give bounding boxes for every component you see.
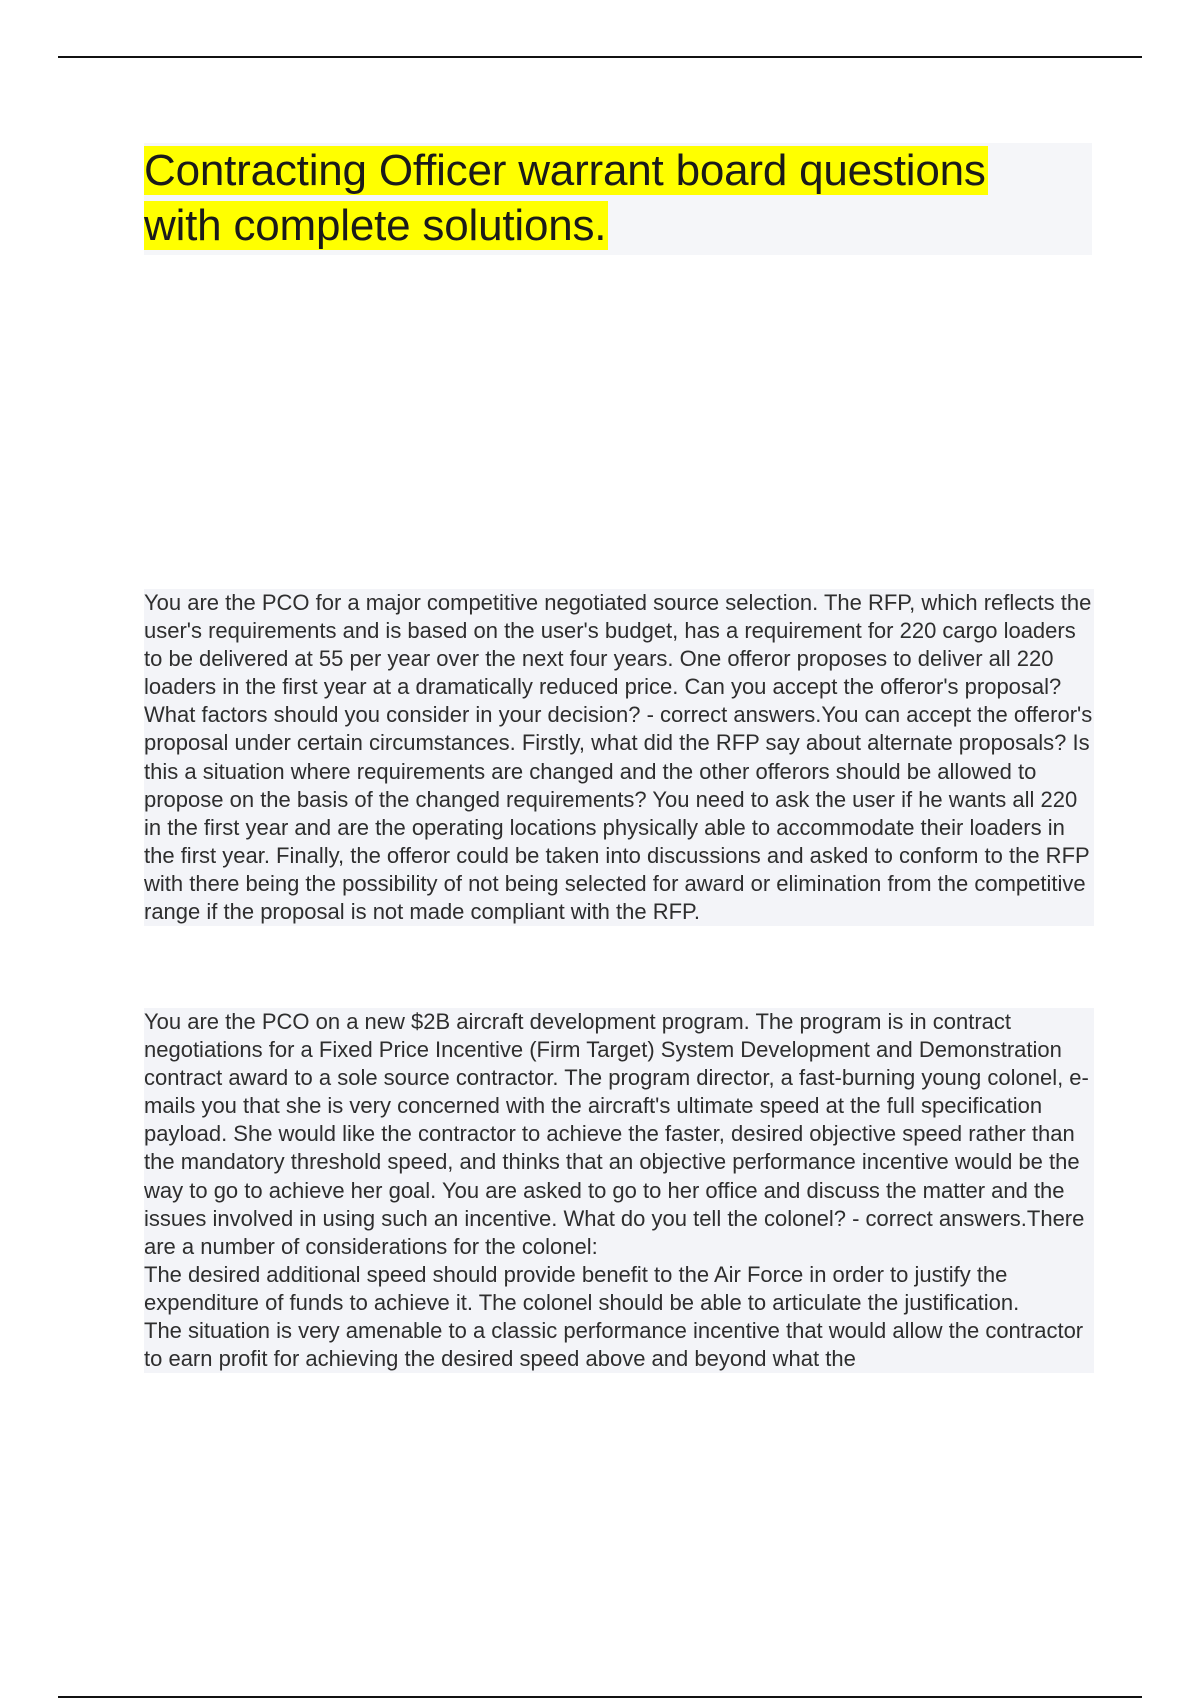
footer-rule [58,1696,1142,1698]
qa-1-text: You are the PCO for a major competitive negotiated source selection. The RFP, which reflects the user's requirements and is based on the user's budget, has a requirement for 220 cargo loaders to be delivered at 55 per year over the next four years. One offeror proposes to deliver all 220 loaders in the first year at a dramatically reduced price. Can you accept the offeror's proposal? What factors should you consider in your decision? - correct answers.You can accept the offeror's proposal under certain circumstances. Firstly, what did the RFP say about alternate proposals? Is this a situation where requirements are changed and the other offerors should be allowed to propose on the basis of the changed requirements? You need to ask the user if he wants all 220 in the first year and are the operating locations physically able to accommodate their loaders in the first year. Finally, the offeror could be taken into discussions and asked to conform to the RFP with there being the possibility of not being selected for award or elimination from the competitive range if the proposal is not made compliant with the RFP. [144,589,1094,926]
qa-item-2 [144,1008,1094,1373]
title-block [144,143,1092,255]
title-line-2: with complete solutions. [144,201,607,250]
header-rule [58,56,1142,58]
qa-item-1 [144,589,1094,926]
qa-2-text: You are the PCO on a new $2B aircraft development program. The program is in contract negotiations for a Fixed Price Incentive (Firm Target) System Development and Demonstration contract award to a sole source contractor. The program director, a fast-burning young colonel, e-mails you that she is very concerned with the aircraft's ultimate speed at the full specification payload. She would like the contractor to achieve the faster, desired objective speed rather than the mandatory threshold speed, and thinks that an objective performance incentive would be the way to go to achieve her goal. You are asked to go to her office and discuss the matter and the issues involved in using such an incentive. What do you tell the colonel? - correct answers.There are a number of considerations for the colonel: [144,1008,1094,1261]
document-title [144,143,1092,253]
qa-2-point-2: The situation is very amenable to a classic performance incentive that would allow the contractor to earn profit for achieving the desired speed above and beyond what the [144,1317,1094,1373]
qa-2-point-1: The desired additional speed should provide benefit to the Air Force in order to justify the expenditure of funds to achieve it. The colonel should be able to articulate the justification. [144,1261,1094,1317]
title-line-1: Contracting Officer warrant board questions [144,146,986,195]
